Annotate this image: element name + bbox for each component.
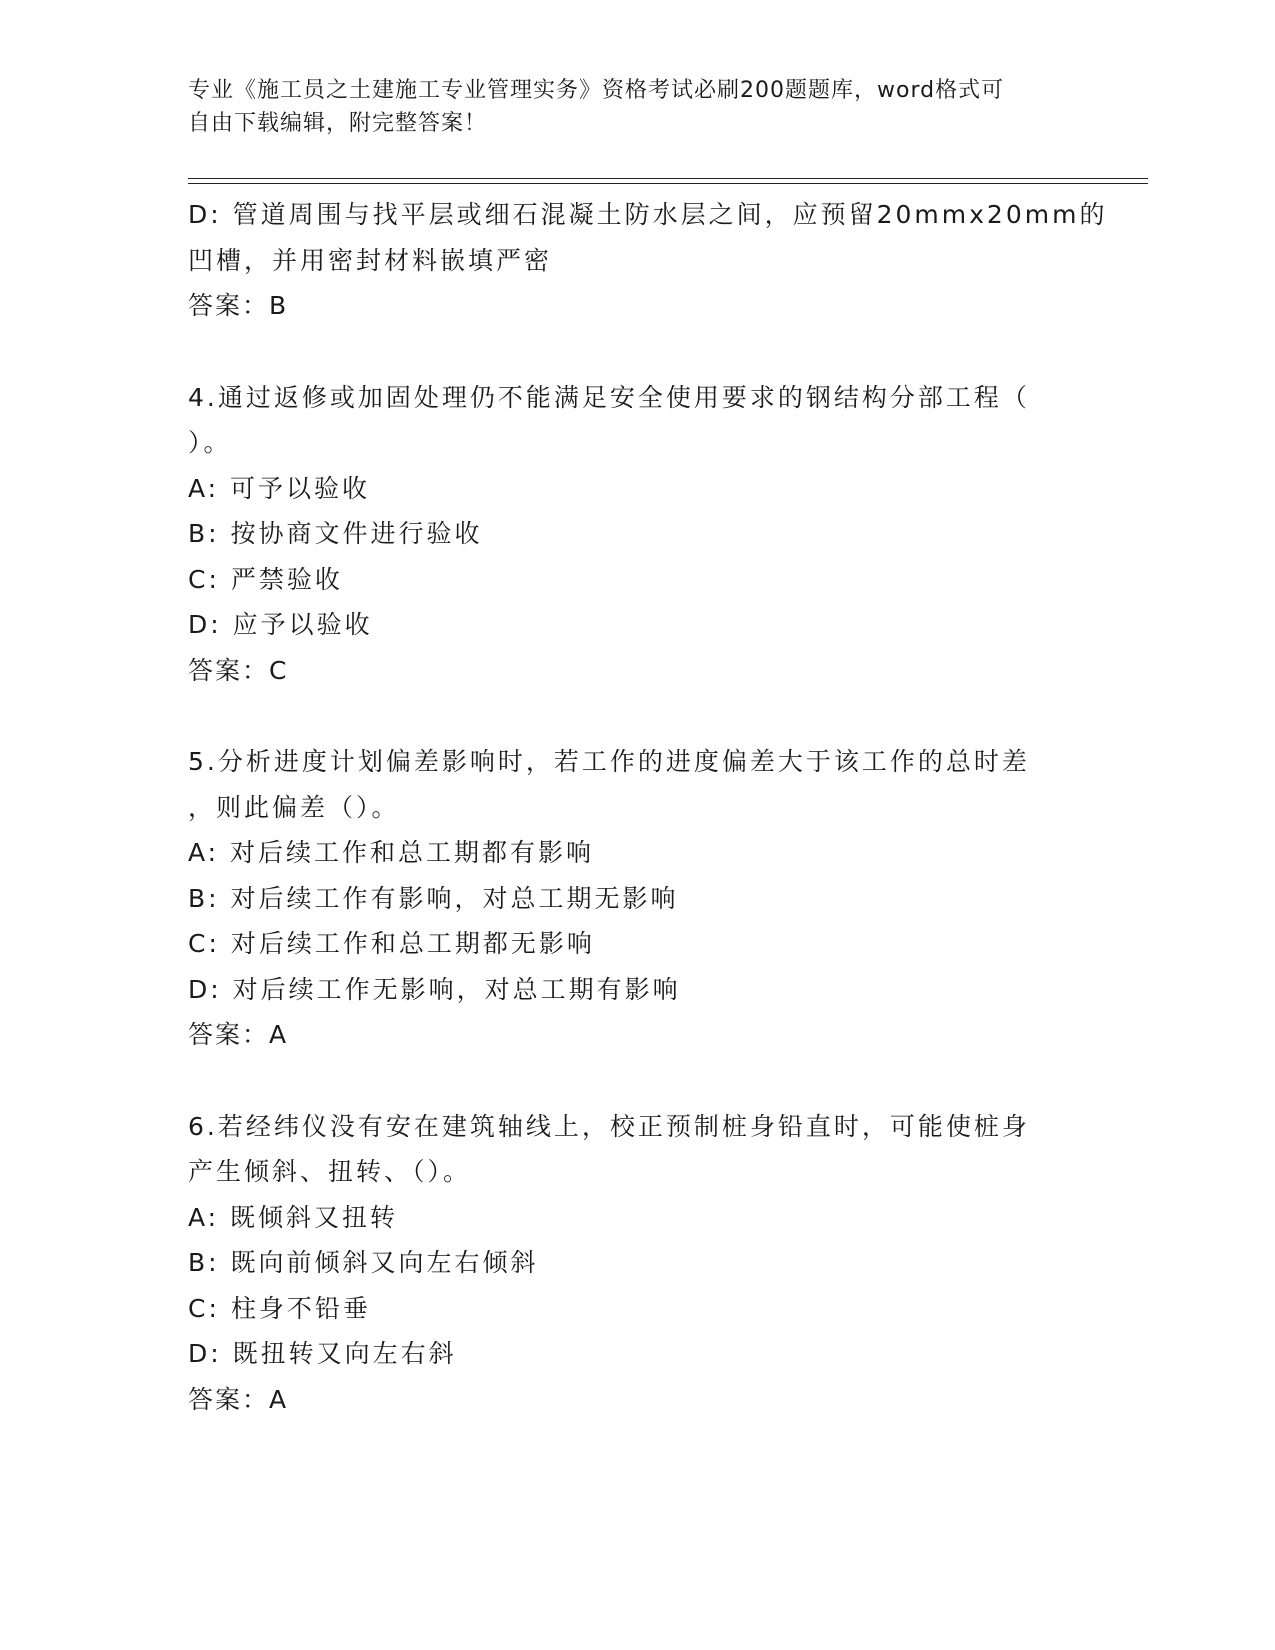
option-a: A: 可予以验收 (188, 473, 371, 503)
question-stem: 5.分析进度计划偏差影响时，若工作的进度偏差大于该工作的总时差 (188, 747, 1030, 776)
question-6 (188, 1104, 1068, 1423)
option-d: D: 既扭转又向左右斜 (188, 1339, 457, 1368)
question-5 (188, 739, 1068, 1058)
option-a: A: 对后续工作和总工期都有影响 (188, 838, 595, 867)
answer: 答案：B (188, 291, 289, 320)
question-stem-continued: ，则此偏差（）。 (188, 792, 400, 822)
answer: 答案：A (188, 1384, 289, 1414)
header-divider-bottom (188, 183, 1148, 184)
question-4 (188, 375, 1068, 694)
question-3-fragment (188, 192, 1108, 329)
option-c: C: 严禁验收 (188, 564, 343, 594)
question-stem: 6.若经纬仪没有安在建筑轴线上，校正预制桩身铅直时，可能使桩身 (188, 1111, 1030, 1141)
option-b: B: 按协商文件进行验收 (188, 519, 483, 548)
option-a: A: 既倾斜又扭转 (188, 1202, 399, 1232)
spacer (188, 329, 1068, 375)
option-b: B: 对后续工作有影响，对总工期无影响 (188, 883, 679, 913)
question-stem: 4.通过返修或加固处理仍不能满足安全使用要求的钢结构分部工程（ (188, 382, 1030, 412)
header-line-1: 专业《施工员之土建施工专业管理实务》资格考试必刷200题题库，word格式可 (188, 78, 1005, 103)
document-header (188, 74, 1068, 140)
spacer (188, 693, 1068, 739)
answer: 答案：A (188, 1020, 289, 1049)
header-line-2: 自由下载编辑，附完整答案！ (188, 111, 488, 136)
option-d-continued: 凹槽，并用密封材料嵌填严密 (188, 245, 553, 275)
spacer (188, 1058, 1068, 1104)
answer: 答案：C (188, 655, 289, 685)
option-b: B: 既向前倾斜又向左右倾斜 (188, 1248, 539, 1277)
option-d: D: 对后续工作无影响，对总工期有影响 (188, 974, 681, 1004)
header-divider-top (188, 178, 1148, 179)
question-stem-continued: 产生倾斜、扭转、（）。 (188, 1157, 472, 1186)
option-c: C: 对后续工作和总工期都无影响 (188, 929, 595, 958)
option-d: D: 管道周围与找平层或细石混凝土防水层之间，应预留20mmx20mm的 (188, 200, 1108, 229)
question-stem-continued: ）。 (188, 428, 232, 457)
option-d: D: 应予以验收 (188, 610, 373, 639)
option-c: C: 柱身不铅垂 (188, 1293, 371, 1323)
question-list (188, 192, 1108, 1422)
